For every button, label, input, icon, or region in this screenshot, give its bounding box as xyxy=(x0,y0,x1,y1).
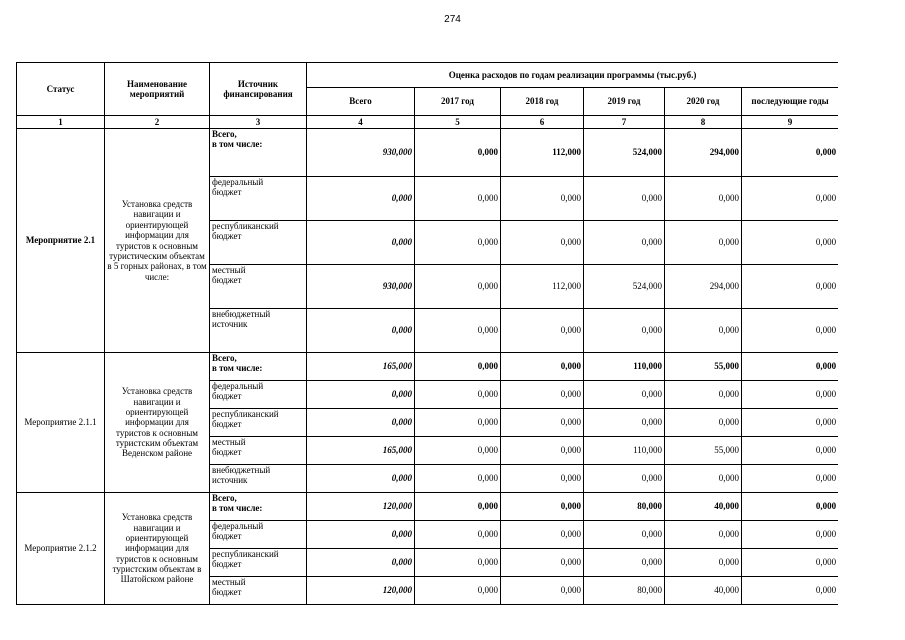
value-cell: 55,000 xyxy=(665,437,742,465)
value-cell: 0,000 xyxy=(501,221,584,265)
table-row xyxy=(17,353,839,381)
funding-source: Всего, в том числе: xyxy=(210,129,307,177)
measure-status: Мероприятие 2.1.1 xyxy=(17,353,105,493)
value-cell: 110,000 xyxy=(584,437,665,465)
value-cell: 80,000 xyxy=(584,493,665,521)
column-number: 9 xyxy=(742,116,839,129)
value-cell: 40,000 xyxy=(665,493,742,521)
value-cell: 0,000 xyxy=(742,521,839,549)
value-cell: 0,000 xyxy=(742,577,839,605)
value-cell: 0,000 xyxy=(584,381,665,409)
funding-source: местный бюджет xyxy=(210,577,307,605)
value-cell: 524,000 xyxy=(584,129,665,177)
measure-status: Мероприятие 2.1 xyxy=(17,129,105,353)
value-cell: 0,000 xyxy=(742,221,839,265)
value-total: 0,000 xyxy=(307,309,415,353)
table-row xyxy=(17,493,839,521)
value-cell: 0,000 xyxy=(665,549,742,577)
value-total: 120,000 xyxy=(307,493,415,521)
funding-source: внебюджетный источник xyxy=(210,309,307,353)
value-total: 930,000 xyxy=(307,129,415,177)
value-total: 0,000 xyxy=(307,177,415,221)
budget-table xyxy=(16,62,838,605)
column-number: 5 xyxy=(415,116,501,129)
header-2017: 2017 год xyxy=(415,88,501,116)
value-cell: 0,000 xyxy=(584,221,665,265)
value-cell: 0,000 xyxy=(742,465,839,493)
value-cell: 0,000 xyxy=(584,177,665,221)
value-cell: 0,000 xyxy=(742,381,839,409)
value-cell: 0,000 xyxy=(501,549,584,577)
funding-source: республиканский бюджет xyxy=(210,409,307,437)
value-cell: 0,000 xyxy=(742,437,839,465)
value-cell: 0,000 xyxy=(415,353,501,381)
value-cell: 0,000 xyxy=(665,309,742,353)
value-cell: 0,000 xyxy=(742,493,839,521)
value-cell: 0,000 xyxy=(584,521,665,549)
value-cell: 0,000 xyxy=(742,549,839,577)
header-2019: 2019 год xyxy=(584,88,665,116)
value-cell: 0,000 xyxy=(501,521,584,549)
value-cell: 0,000 xyxy=(501,465,584,493)
header-status: Статус xyxy=(17,63,105,116)
value-cell: 0,000 xyxy=(415,465,501,493)
value-cell: 0,000 xyxy=(501,309,584,353)
column-number: 7 xyxy=(584,116,665,129)
funding-source: федеральный бюджет xyxy=(210,381,307,409)
funding-source: местный бюджет xyxy=(210,437,307,465)
value-cell: 0,000 xyxy=(501,437,584,465)
value-cell: 0,000 xyxy=(501,493,584,521)
value-cell: 0,000 xyxy=(415,129,501,177)
value-cell: 0,000 xyxy=(415,549,501,577)
value-total: 0,000 xyxy=(307,549,415,577)
value-cell: 0,000 xyxy=(415,221,501,265)
value-cell: 80,000 xyxy=(584,577,665,605)
header-source: Источник финансирования xyxy=(210,63,307,116)
value-cell: 0,000 xyxy=(665,177,742,221)
value-cell: 0,000 xyxy=(415,437,501,465)
value-cell: 0,000 xyxy=(501,381,584,409)
measure-name: Установка средств навигации и ориентирующей информации для туристов к основным туристским объектам в Шатойском районе xyxy=(105,493,210,605)
value-total: 165,000 xyxy=(307,437,415,465)
column-number-row xyxy=(17,116,839,129)
header-name: Наименование мероприятий xyxy=(105,63,210,116)
column-number: 3 xyxy=(210,116,307,129)
value-cell: 0,000 xyxy=(415,265,501,309)
value-cell: 0,000 xyxy=(665,521,742,549)
header-2020: 2020 год xyxy=(665,88,742,116)
value-cell: 524,000 xyxy=(584,265,665,309)
measure-name: Установка средств навигации и ориентирующей информации для туристов к основным туристическим объектам в 5 горных районах, в том числе: xyxy=(105,129,210,353)
funding-source: федеральный бюджет xyxy=(210,521,307,549)
value-cell: 294,000 xyxy=(665,129,742,177)
measure-status: Мероприятие 2.1.2 xyxy=(17,493,105,605)
funding-source: республиканский бюджет xyxy=(210,221,307,265)
funding-source: республиканский бюджет xyxy=(210,549,307,577)
value-cell: 110,000 xyxy=(584,353,665,381)
value-cell: 0,000 xyxy=(501,177,584,221)
value-cell: 0,000 xyxy=(584,549,665,577)
value-total: 930,000 xyxy=(307,265,415,309)
column-number: 4 xyxy=(307,116,415,129)
funding-source: федеральный бюджет xyxy=(210,177,307,221)
value-cell: 112,000 xyxy=(501,129,584,177)
column-number: 8 xyxy=(665,116,742,129)
value-cell: 0,000 xyxy=(742,129,839,177)
column-number: 6 xyxy=(501,116,584,129)
value-cell: 0,000 xyxy=(415,493,501,521)
value-total: 0,000 xyxy=(307,381,415,409)
funding-source: местный бюджет xyxy=(210,265,307,309)
value-cell: 294,000 xyxy=(665,265,742,309)
value-cell: 0,000 xyxy=(665,221,742,265)
table-row xyxy=(17,129,839,177)
value-total: 0,000 xyxy=(307,221,415,265)
budget-table-container xyxy=(16,62,838,608)
value-cell: 0,000 xyxy=(665,465,742,493)
value-total: 0,000 xyxy=(307,521,415,549)
value-cell: 0,000 xyxy=(415,577,501,605)
value-cell: 55,000 xyxy=(665,353,742,381)
value-cell: 0,000 xyxy=(415,521,501,549)
value-cell: 0,000 xyxy=(742,309,839,353)
value-cell: 0,000 xyxy=(742,353,839,381)
value-total: 120,000 xyxy=(307,577,415,605)
value-cell: 0,000 xyxy=(501,353,584,381)
value-cell: 112,000 xyxy=(501,265,584,309)
value-cell: 0,000 xyxy=(501,577,584,605)
table-body xyxy=(17,116,839,605)
header-estimate: Оценка расходов по годам реализации программы (тыс.руб.) xyxy=(307,63,839,88)
value-cell: 40,000 xyxy=(665,577,742,605)
funding-source: Всего, в том числе: xyxy=(210,493,307,521)
funding-source: внебюджетный источник xyxy=(210,465,307,493)
value-cell: 0,000 xyxy=(415,381,501,409)
value-cell: 0,000 xyxy=(584,309,665,353)
value-cell: 0,000 xyxy=(742,177,839,221)
value-cell: 0,000 xyxy=(584,409,665,437)
value-cell: 0,000 xyxy=(742,409,839,437)
value-cell: 0,000 xyxy=(415,309,501,353)
funding-source: Всего, в том числе: xyxy=(210,353,307,381)
value-cell: 0,000 xyxy=(665,409,742,437)
page-number: 274 xyxy=(444,14,461,25)
value-cell: 0,000 xyxy=(501,409,584,437)
header-total: Всего xyxy=(307,88,415,116)
header-2018: 2018 год xyxy=(501,88,584,116)
value-cell: 0,000 xyxy=(665,381,742,409)
value-cell: 0,000 xyxy=(415,177,501,221)
measure-name: Установка средств навигации и ориентирующей информации для туристов к основным туристским объектам Веденском районе xyxy=(105,353,210,493)
value-total: 165,000 xyxy=(307,353,415,381)
value-cell: 0,000 xyxy=(415,409,501,437)
value-total: 0,000 xyxy=(307,465,415,493)
column-number: 2 xyxy=(105,116,210,129)
value-total: 0,000 xyxy=(307,409,415,437)
value-cell: 0,000 xyxy=(742,265,839,309)
column-number: 1 xyxy=(17,116,105,129)
value-cell: 0,000 xyxy=(584,465,665,493)
header-later: последующие годы xyxy=(742,88,839,116)
